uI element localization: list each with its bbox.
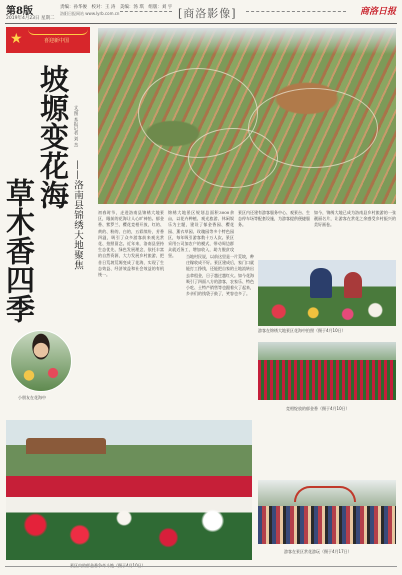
ribbon-decoration <box>28 29 88 35</box>
editor-credits: 责编：孙华俊 校对：王 涛 美编：汤 琪 组版：刘 宇 <box>60 5 173 10</box>
header-dash-left <box>120 11 172 12</box>
sky-band <box>258 342 396 360</box>
website-line: 洛阳日报网站 www.lyrb.com.cn <box>60 11 120 16</box>
visitor-figure <box>344 272 362 298</box>
footer-rule <box>5 566 397 567</box>
article-column: 如今，锦绣大地已成为洛南县乡村旅游的一张靓丽名片，让游客在赏花之余感受乡村振兴的美好画卷。 <box>314 210 396 228</box>
anniversary-badge <box>6 27 90 53</box>
photo-caption: 游客在景区赏花游玩（摄于4月17日） <box>284 549 352 554</box>
visitor-figure <box>310 268 332 298</box>
issue-date: 2019年4月23日 星期二 <box>6 16 55 21</box>
article-column: 锦绣大地景区规划总面积3000余亩，以花卉种植、观光旅游、休闲娱乐为主题，建设了郁金香园、樱花园、薰衣草园、玫瑰园等多个特色园区，每年吸引游客数十万人次。景区采用公司加农户的模式，带动周边群众就近务工，增加收入，助力脱贫攻坚。 <box>168 210 234 259</box>
terrace-road <box>188 128 278 188</box>
flower-field-photo <box>6 420 252 560</box>
section-title: [商洛影像] <box>178 7 237 20</box>
star-icon: ★ <box>10 31 23 47</box>
tulip-field-photo <box>258 342 396 400</box>
badge-text: 喜迎新中国 <box>44 38 70 44</box>
header-dash-right <box>246 11 346 12</box>
photo-caption: 竞相绽放的郁金香（摄于4月10日） <box>286 406 350 411</box>
pavilion-shape <box>26 438 106 454</box>
photo-caption: 游客在锦绣大地景区花海中拍照（摄于4月10日） <box>258 328 346 333</box>
byline: 文/图 本报记者 刘 杰 <box>73 105 78 147</box>
article-column: 初春时节，走进洛南县锦绣大地景区，眼前的花海让人心旷神怡。郁金香、紫罗兰、樱花竞相开放，红的、黄的、粉的、白的，五彩缤纷，芳香四溢，吸引了众多游客前来观光赏花、拍照留念。近年来，洛南县坚持生态优先、绿色发展理念，依托丰富的自然资源，大力发展乡村旅游，把昔日荒坡荒塬变成了花海，实现了生态效益、经济效益和社会效益的有机统一。 <box>98 210 164 278</box>
sky-haze <box>98 28 396 54</box>
photo-caption: 景区内的郁金香争奇斗艳（摄于4月10日） <box>70 563 146 568</box>
headline-line-1: 坡塬变花海 <box>36 64 70 209</box>
aerial-photo <box>98 28 396 204</box>
header-rule <box>5 23 397 24</box>
article-column: 当地村民说，以前这里是一片荒坡，种庄稼收成不好。景区建成后，家门口就能打工挣钱，还能把自家的土地流转出去拿租金，日子越过越红火。如今花海吸引了四面八方的游客，农家乐、特色小吃、土特产销售等也跟着火了起来，乡亲们的钱袋子鼓了，笑容也多了。 <box>186 254 254 297</box>
article-column: 景区内还建有游客服务中心、观景台、生态停车场等配套设施，为游客提供便捷服务。 <box>238 210 310 228</box>
arch-gate <box>294 486 356 502</box>
page-number: 第8版 <box>6 6 33 17</box>
portrait-caption: 小朋友在花海中 <box>18 395 46 400</box>
headline-line-2: 草木香四季 <box>2 178 36 323</box>
crowd-photo <box>258 480 396 544</box>
tulip-visitors-photo <box>258 260 396 326</box>
child-portrait-photo <box>10 330 72 392</box>
headline-subtitle: ——洛南县锦绣大地聚焦 <box>72 160 83 270</box>
newspaper-brand: 商洛日报 <box>359 7 396 17</box>
page-header <box>0 0 402 26</box>
